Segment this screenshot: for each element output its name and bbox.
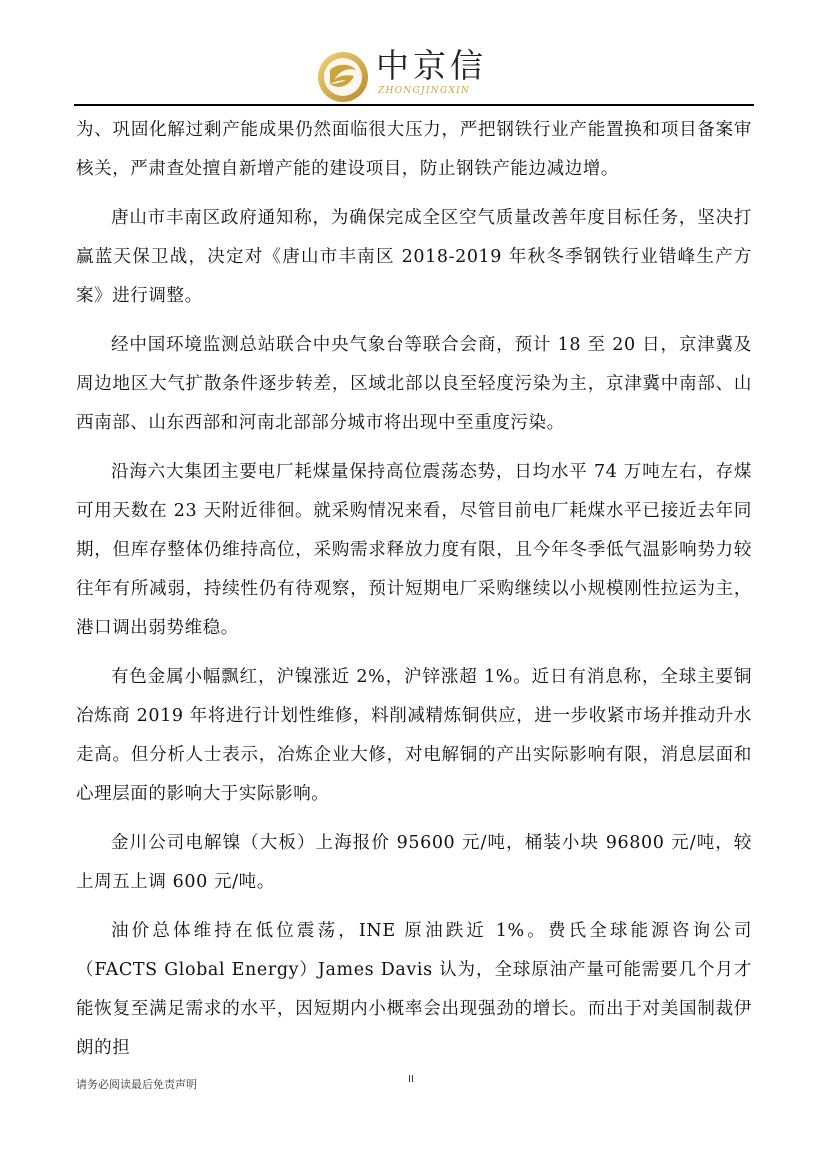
logo-chinese-name: 中京信: [376, 46, 487, 85]
logo-emblem-icon: [316, 50, 370, 104]
paragraph: 油价总体维持在低位震荡，INE 原油跌近 1%。费氏全球能源咨询公司（FACTS Global Energy）James Davis 认为，全球原油产量可能需要几个月才能恢复至满足需求的水平，因短期内小概率会出现强劲的增长。而出于对美国制裁伊朗的担: [76, 921, 752, 1058]
company-logo: [316, 42, 516, 104]
paragraph: 金川公司电解镍（大板）上海报价 95600 元/吨，桶装小块 96800 元/吨，较上周五上调 600 元/吨。: [76, 833, 752, 892]
disclaimer-note: 请务必阅读最后免责声明: [76, 1078, 197, 1091]
page-footer: [0, 1070, 827, 1100]
page-number: II: [408, 1074, 414, 1085]
paragraph: 沿海六大集团主要电厂耗煤量保持高位震荡态势，日均水平 74 万吨左右，存煤可用天数在 23 天附近徘徊。就采购情况来看，尽管目前电厂耗煤水平已接近去年同期，但库存整体仍维持高位，采购需求释放力度有限，且今年冬季低气温影响势力较往年有所减弱，持续性仍有待观察，预计短期电厂采购继续以小规模刚性拉运为主，港口调出弱势维稳。: [76, 462, 752, 638]
report-body: [76, 111, 752, 1078]
page-header: [0, 0, 827, 108]
paragraph: 为、巩固化解过剩产能成果仍然面临很大压力，严把钢铁行业产能置换和项目备案审核关，严肃查处擅自新增产能的建设项目，防止钢铁产能边减边增。: [76, 120, 752, 179]
paragraph: 有色金属小幅飘红，沪镍涨近 2%，沪锌涨超 1%。近日有消息称，全球主要铜冶炼商 2019 年将进行计划性维修，料削减精炼铜供应，进一步收紧市场并推动升水走高。但分析人士表示，冶炼企业大修，对电解铜的产出实际影响有限，消息层面和心理层面的影响大于实际影响。: [76, 667, 752, 804]
header-divider: [74, 104, 754, 106]
paragraph: 经中国环境监测总站联合中央气象台等联合会商，预计 18 至 20 日，京津冀及周边地区大气扩散条件逐步转差，区域北部以良至轻度污染为主，京津冀中南部、山西南部、山东西部和河南北部部分城市将出现中至重度污染。: [76, 335, 752, 433]
paragraph: 唐山市丰南区政府通知称，为确保完成全区空气质量改善年度目标任务，坚决打赢蓝天保卫战，决定对《唐山市丰南区 2018-2019 年秋冬季钢铁行业错峰生产方案》进行调整。: [76, 208, 752, 306]
logo-english-name: ZHONGJINGXIN: [378, 86, 471, 96]
